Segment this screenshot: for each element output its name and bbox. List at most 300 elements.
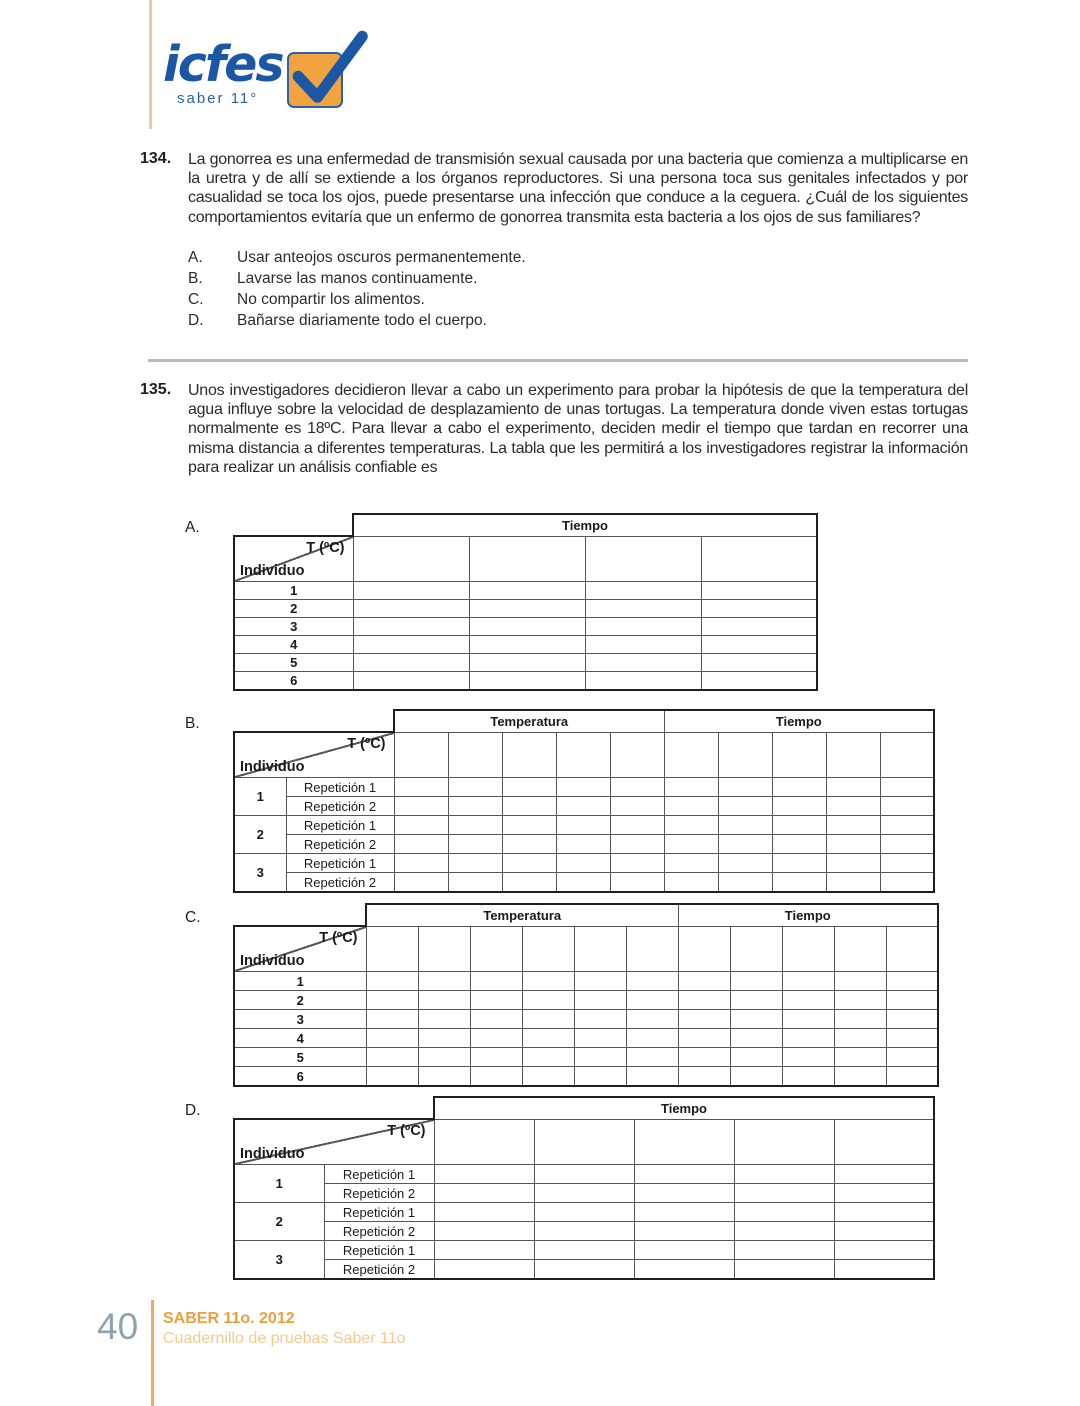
- empty-cell: [634, 1119, 734, 1165]
- empty-cell: [469, 654, 585, 672]
- left-accent-line-bottom: [151, 1300, 154, 1406]
- empty-cell: [585, 600, 701, 618]
- empty-cell: [418, 991, 470, 1010]
- individual-number: 2: [234, 1203, 324, 1241]
- empty-cell: [366, 926, 418, 972]
- empty-cell: [718, 797, 772, 816]
- empty-cell: [470, 1010, 522, 1029]
- empty-cell: [366, 991, 418, 1010]
- empty-cell: [574, 1067, 626, 1087]
- empty-cell: [826, 797, 880, 816]
- empty-cell: [772, 835, 826, 854]
- option-d-label: D.: [185, 1102, 201, 1119]
- empty-cell: [502, 778, 556, 797]
- empty-cell: [701, 600, 817, 618]
- empty-cell: [534, 1203, 634, 1222]
- empty-cell: [418, 1029, 470, 1048]
- answer-choice: [188, 310, 968, 331]
- empty-cell: [434, 1165, 534, 1184]
- empty-cell: [730, 1067, 782, 1087]
- choice-letter: A.: [188, 248, 203, 266]
- repetition-label: Repetición 2: [286, 797, 394, 816]
- empty-cell: [626, 1067, 678, 1087]
- ghost-cell: [234, 514, 353, 536]
- empty-cell: [782, 1048, 834, 1067]
- empty-cell: [556, 873, 610, 893]
- empty-cell: [418, 926, 470, 972]
- empty-cell: [534, 1184, 634, 1203]
- empty-cell: [664, 816, 718, 835]
- choice-letter: C.: [188, 290, 204, 308]
- individual-number: 3: [234, 1241, 324, 1280]
- empty-cell: [574, 972, 626, 991]
- individual-number: 6: [234, 672, 353, 691]
- empty-cell: [470, 1029, 522, 1048]
- column-group-header-tiempo: Tiempo: [678, 904, 938, 926]
- empty-cell: [880, 854, 934, 873]
- empty-cell: [353, 654, 469, 672]
- empty-cell: [469, 672, 585, 691]
- empty-cell: [730, 1029, 782, 1048]
- empty-cell: [664, 797, 718, 816]
- individual-number: 3: [234, 1010, 366, 1029]
- empty-cell: [772, 854, 826, 873]
- empty-cell: [730, 1048, 782, 1067]
- empty-cell: [522, 1029, 574, 1048]
- table-option-d: [233, 1096, 935, 1280]
- repetition-label: Repetición 1: [324, 1241, 434, 1260]
- empty-cell: [718, 732, 772, 778]
- empty-cell: [886, 1010, 938, 1029]
- empty-cell: [718, 816, 772, 835]
- empty-cell: [470, 1048, 522, 1067]
- corner-label-temperature: T (ºC): [319, 930, 358, 946]
- repetition-label: Repetición 1: [286, 778, 394, 797]
- repetition-label: Repetición 2: [286, 835, 394, 854]
- question-134: [140, 150, 968, 331]
- empty-cell: [366, 1048, 418, 1067]
- choice-letter: B.: [188, 269, 203, 287]
- empty-cell: [782, 1029, 834, 1048]
- empty-cell: [626, 1010, 678, 1029]
- empty-cell: [880, 778, 934, 797]
- column-group-header-temperatura: Temperatura: [394, 710, 664, 732]
- empty-cell: [534, 1222, 634, 1241]
- empty-cell: [826, 873, 880, 893]
- empty-cell: [886, 1048, 938, 1067]
- empty-cell: [880, 797, 934, 816]
- repetition-label: Repetición 2: [286, 873, 394, 893]
- empty-cell: [610, 835, 664, 854]
- empty-cell: [574, 1029, 626, 1048]
- repetition-label: Repetición 1: [324, 1165, 434, 1184]
- empty-cell: [626, 991, 678, 1010]
- empty-cell: [664, 873, 718, 893]
- empty-cell: [734, 1165, 834, 1184]
- empty-cell: [534, 1165, 634, 1184]
- empty-cell: [701, 618, 817, 636]
- empty-cell: [610, 732, 664, 778]
- empty-cell: [634, 1260, 734, 1280]
- individual-number: 1: [234, 972, 366, 991]
- empty-cell: [772, 778, 826, 797]
- empty-cell: [434, 1184, 534, 1203]
- empty-cell: [634, 1184, 734, 1203]
- empty-cell: [626, 972, 678, 991]
- column-group-header-tiempo: Tiempo: [664, 710, 934, 732]
- empty-cell: [626, 1029, 678, 1048]
- empty-cell: [418, 1067, 470, 1087]
- empty-cell: [610, 854, 664, 873]
- empty-cell: [678, 972, 730, 991]
- empty-cell: [434, 1203, 534, 1222]
- empty-cell: [734, 1241, 834, 1260]
- empty-cell: [610, 778, 664, 797]
- empty-cell: [434, 1241, 534, 1260]
- empty-cell: [353, 618, 469, 636]
- empty-cell: [678, 926, 730, 972]
- empty-cell: [394, 854, 448, 873]
- empty-cell: [826, 854, 880, 873]
- repetition-label: Repetición 2: [324, 1222, 434, 1241]
- empty-cell: [610, 816, 664, 835]
- empty-cell: [574, 991, 626, 1010]
- empty-cell: [394, 797, 448, 816]
- empty-cell: [701, 672, 817, 691]
- question-number: 134.: [140, 150, 172, 167]
- empty-cell: [556, 778, 610, 797]
- repetition-label: Repetición 2: [324, 1260, 434, 1280]
- empty-cell: [366, 1029, 418, 1048]
- individual-number: 4: [234, 1029, 366, 1048]
- empty-cell: [353, 672, 469, 691]
- empty-cell: [782, 926, 834, 972]
- table-option-c: [233, 903, 939, 1087]
- empty-cell: [678, 1029, 730, 1048]
- diagonal-header-cell: [234, 732, 394, 778]
- empty-cell: [718, 778, 772, 797]
- empty-cell: [585, 536, 701, 582]
- empty-cell: [448, 835, 502, 854]
- empty-cell: [826, 816, 880, 835]
- choice-text: No compartir los alimentos.: [237, 290, 425, 308]
- empty-cell: [534, 1119, 634, 1165]
- individual-number: 1: [234, 778, 286, 816]
- diagonal-header-cell: [234, 926, 366, 972]
- empty-cell: [448, 854, 502, 873]
- empty-cell: [469, 636, 585, 654]
- choice-letter: D.: [188, 311, 204, 329]
- empty-cell: [734, 1184, 834, 1203]
- empty-cell: [834, 972, 886, 991]
- empty-cell: [394, 732, 448, 778]
- empty-cell: [734, 1222, 834, 1241]
- empty-cell: [886, 926, 938, 972]
- empty-cell: [502, 816, 556, 835]
- empty-cell: [534, 1241, 634, 1260]
- repetition-label: Repetición 1: [286, 854, 394, 873]
- corner-label-temperature: T (ºC): [347, 736, 386, 752]
- empty-cell: [585, 618, 701, 636]
- column-group-header-temperatura: Temperatura: [366, 904, 678, 926]
- answer-option-a: [185, 513, 818, 691]
- empty-cell: [418, 1010, 470, 1029]
- empty-cell: [353, 636, 469, 654]
- empty-cell: [834, 1165, 934, 1184]
- answer-option-d: [185, 1096, 935, 1280]
- empty-cell: [826, 778, 880, 797]
- empty-cell: [834, 1241, 934, 1260]
- repetition-label: Repetición 2: [324, 1184, 434, 1203]
- empty-cell: [880, 835, 934, 854]
- empty-cell: [502, 797, 556, 816]
- empty-cell: [626, 1048, 678, 1067]
- empty-cell: [782, 972, 834, 991]
- empty-cell: [448, 873, 502, 893]
- empty-cell: [678, 991, 730, 1010]
- question-text: La gonorrea es una enfermedad de transmisión sexual causada por una bacteria que comienza a multiplicarse en la uretra y de allí se extiende a los órganos reproductores. Si una persona toca sus genitales infectados y por casualidad se toca los ojos, puede presentarse una infección que conduce a la ceguera. ¿Cuál de los siguientes comportamientos evitaría que un enfermo de gonorrea transmita esta bacteria a los ojos de sus familiares?: [188, 151, 968, 226]
- empty-cell: [678, 1067, 730, 1087]
- answer-choices: [188, 247, 968, 331]
- empty-cell: [782, 1010, 834, 1029]
- empty-cell: [730, 926, 782, 972]
- question-text: Unos investigadores decidieron llevar a cabo un experimento para probar la hipótesis de que la temperatura del agua influye sobre la velocidad de desplazamiento de unas tortugas. La temperatura donde viven estas tortugas normalmente es 18ºC. Para llevar a cabo el experimento, deciden medir el tiempo que tardan en recorrer una misma distancia a diferentes temperaturas. La tabla que les permitirá a los investigadores registrar la información para realizar un análisis confiable es: [188, 382, 968, 476]
- empty-cell: [448, 816, 502, 835]
- choice-text: Usar anteojos oscuros permanentemente.: [237, 248, 526, 266]
- empty-cell: [470, 972, 522, 991]
- empty-cell: [434, 1119, 534, 1165]
- individual-number: 2: [234, 816, 286, 854]
- empty-cell: [730, 1010, 782, 1029]
- empty-cell: [610, 797, 664, 816]
- diagonal-header-cell: [234, 1119, 434, 1165]
- individual-number: 5: [234, 654, 353, 672]
- individual-number: 1: [234, 1165, 324, 1203]
- question-135: [140, 381, 968, 477]
- empty-cell: [556, 816, 610, 835]
- empty-cell: [502, 835, 556, 854]
- empty-cell: [701, 582, 817, 600]
- empty-cell: [834, 991, 886, 1010]
- empty-cell: [772, 797, 826, 816]
- empty-cell: [556, 854, 610, 873]
- empty-cell: [522, 1067, 574, 1087]
- answer-choice: [188, 247, 968, 268]
- empty-cell: [701, 536, 817, 582]
- column-group-header-tiempo: Tiempo: [353, 514, 817, 536]
- empty-cell: [469, 582, 585, 600]
- diagonal-header-cell: [234, 536, 353, 582]
- empty-cell: [678, 1010, 730, 1029]
- question-divider: [148, 359, 968, 362]
- empty-cell: [418, 1048, 470, 1067]
- answer-choice: [188, 289, 968, 310]
- empty-cell: [880, 732, 934, 778]
- checkmark-icon: [287, 52, 343, 108]
- empty-cell: [734, 1203, 834, 1222]
- empty-cell: [834, 1260, 934, 1280]
- empty-cell: [522, 1010, 574, 1029]
- empty-cell: [880, 816, 934, 835]
- empty-cell: [534, 1260, 634, 1280]
- empty-cell: [782, 1067, 834, 1087]
- empty-cell: [701, 636, 817, 654]
- empty-cell: [834, 1222, 934, 1241]
- empty-cell: [718, 873, 772, 893]
- footer-booklet-subtitle: Cuadernillo de pruebas Saber 11o: [163, 1330, 406, 1347]
- empty-cell: [556, 732, 610, 778]
- empty-cell: [664, 835, 718, 854]
- corner-label-individual: Individuo: [240, 759, 305, 775]
- question-number: 135.: [140, 381, 172, 398]
- corner-label-temperature: T (ºC): [306, 540, 345, 556]
- empty-cell: [664, 854, 718, 873]
- empty-cell: [634, 1165, 734, 1184]
- individual-number: 1: [234, 582, 353, 600]
- empty-cell: [353, 536, 469, 582]
- empty-cell: [434, 1222, 534, 1241]
- empty-cell: [718, 835, 772, 854]
- corner-label-temperature: T (ºC): [387, 1123, 426, 1139]
- ghost-cell: [234, 710, 394, 732]
- empty-cell: [434, 1260, 534, 1280]
- logo-tagline: saber 11°: [177, 90, 259, 107]
- empty-cell: [448, 797, 502, 816]
- empty-cell: [522, 972, 574, 991]
- empty-cell: [448, 778, 502, 797]
- empty-cell: [502, 854, 556, 873]
- empty-cell: [448, 732, 502, 778]
- empty-cell: [502, 873, 556, 893]
- individual-number: 3: [234, 854, 286, 893]
- icfes-logo: [163, 36, 343, 108]
- empty-cell: [834, 1119, 934, 1165]
- empty-cell: [730, 991, 782, 1010]
- empty-cell: [834, 1203, 934, 1222]
- empty-cell: [394, 835, 448, 854]
- option-c-label: C.: [185, 909, 201, 926]
- empty-cell: [772, 873, 826, 893]
- empty-cell: [626, 926, 678, 972]
- empty-cell: [470, 1067, 522, 1087]
- empty-cell: [394, 873, 448, 893]
- footer-booklet-title: SABER 11o. 2012: [163, 1310, 295, 1327]
- empty-cell: [585, 636, 701, 654]
- option-a-label: A.: [185, 519, 200, 536]
- individual-number: 2: [234, 991, 366, 1010]
- table-option-b: [233, 709, 935, 893]
- empty-cell: [418, 972, 470, 991]
- choice-text: Bañarse diariamente todo el cuerpo.: [237, 311, 487, 329]
- logo-brand-text: icfes: [163, 36, 283, 93]
- empty-cell: [834, 1184, 934, 1203]
- individual-number: 2: [234, 600, 353, 618]
- option-b-label: B.: [185, 715, 200, 732]
- empty-cell: [353, 600, 469, 618]
- empty-cell: [664, 732, 718, 778]
- empty-cell: [522, 1048, 574, 1067]
- empty-cell: [734, 1260, 834, 1280]
- corner-label-individual: Individuo: [240, 1146, 305, 1162]
- empty-cell: [834, 926, 886, 972]
- empty-cell: [664, 778, 718, 797]
- empty-cell: [634, 1222, 734, 1241]
- empty-cell: [469, 600, 585, 618]
- table-option-a: [233, 513, 818, 691]
- empty-cell: [886, 991, 938, 1010]
- answer-option-c: [185, 903, 939, 1087]
- empty-cell: [366, 1010, 418, 1029]
- page-number: 40: [97, 1306, 139, 1347]
- left-accent-line-top: [149, 0, 152, 129]
- empty-cell: [772, 816, 826, 835]
- empty-cell: [834, 1067, 886, 1087]
- empty-cell: [556, 797, 610, 816]
- empty-cell: [782, 991, 834, 1010]
- answer-choice: [188, 268, 968, 289]
- column-group-header-tiempo: Tiempo: [434, 1097, 934, 1119]
- corner-label-individual: Individuo: [240, 953, 305, 969]
- empty-cell: [826, 835, 880, 854]
- choice-text: Lavarse las manos continuamente.: [237, 269, 478, 287]
- empty-cell: [366, 972, 418, 991]
- answer-option-b: [185, 709, 935, 893]
- empty-cell: [826, 732, 880, 778]
- empty-cell: [834, 1048, 886, 1067]
- empty-cell: [502, 732, 556, 778]
- empty-cell: [610, 873, 664, 893]
- empty-cell: [886, 972, 938, 991]
- empty-cell: [834, 1010, 886, 1029]
- empty-cell: [701, 654, 817, 672]
- empty-cell: [353, 582, 469, 600]
- empty-cell: [585, 672, 701, 691]
- empty-cell: [886, 1067, 938, 1087]
- empty-cell: [556, 835, 610, 854]
- empty-cell: [585, 582, 701, 600]
- empty-cell: [470, 991, 522, 1010]
- empty-cell: [394, 816, 448, 835]
- empty-cell: [772, 732, 826, 778]
- empty-cell: [585, 654, 701, 672]
- empty-cell: [718, 854, 772, 873]
- ghost-cell: [234, 904, 366, 926]
- repetition-label: Repetición 1: [286, 816, 394, 835]
- empty-cell: [574, 1010, 626, 1029]
- individual-number: 5: [234, 1048, 366, 1067]
- empty-cell: [634, 1241, 734, 1260]
- empty-cell: [394, 778, 448, 797]
- individual-number: 4: [234, 636, 353, 654]
- empty-cell: [880, 873, 934, 893]
- empty-cell: [678, 1048, 730, 1067]
- empty-cell: [634, 1203, 734, 1222]
- empty-cell: [522, 991, 574, 1010]
- repetition-label: Repetición 1: [324, 1203, 434, 1222]
- individual-number: 6: [234, 1067, 366, 1087]
- empty-cell: [366, 1067, 418, 1087]
- empty-cell: [469, 536, 585, 582]
- empty-cell: [574, 1048, 626, 1067]
- empty-cell: [574, 926, 626, 972]
- empty-cell: [469, 618, 585, 636]
- ghost-cell: [234, 1097, 434, 1119]
- corner-label-individual: Individuo: [240, 563, 305, 579]
- empty-cell: [470, 926, 522, 972]
- empty-cell: [522, 926, 574, 972]
- individual-number: 3: [234, 618, 353, 636]
- empty-cell: [734, 1119, 834, 1165]
